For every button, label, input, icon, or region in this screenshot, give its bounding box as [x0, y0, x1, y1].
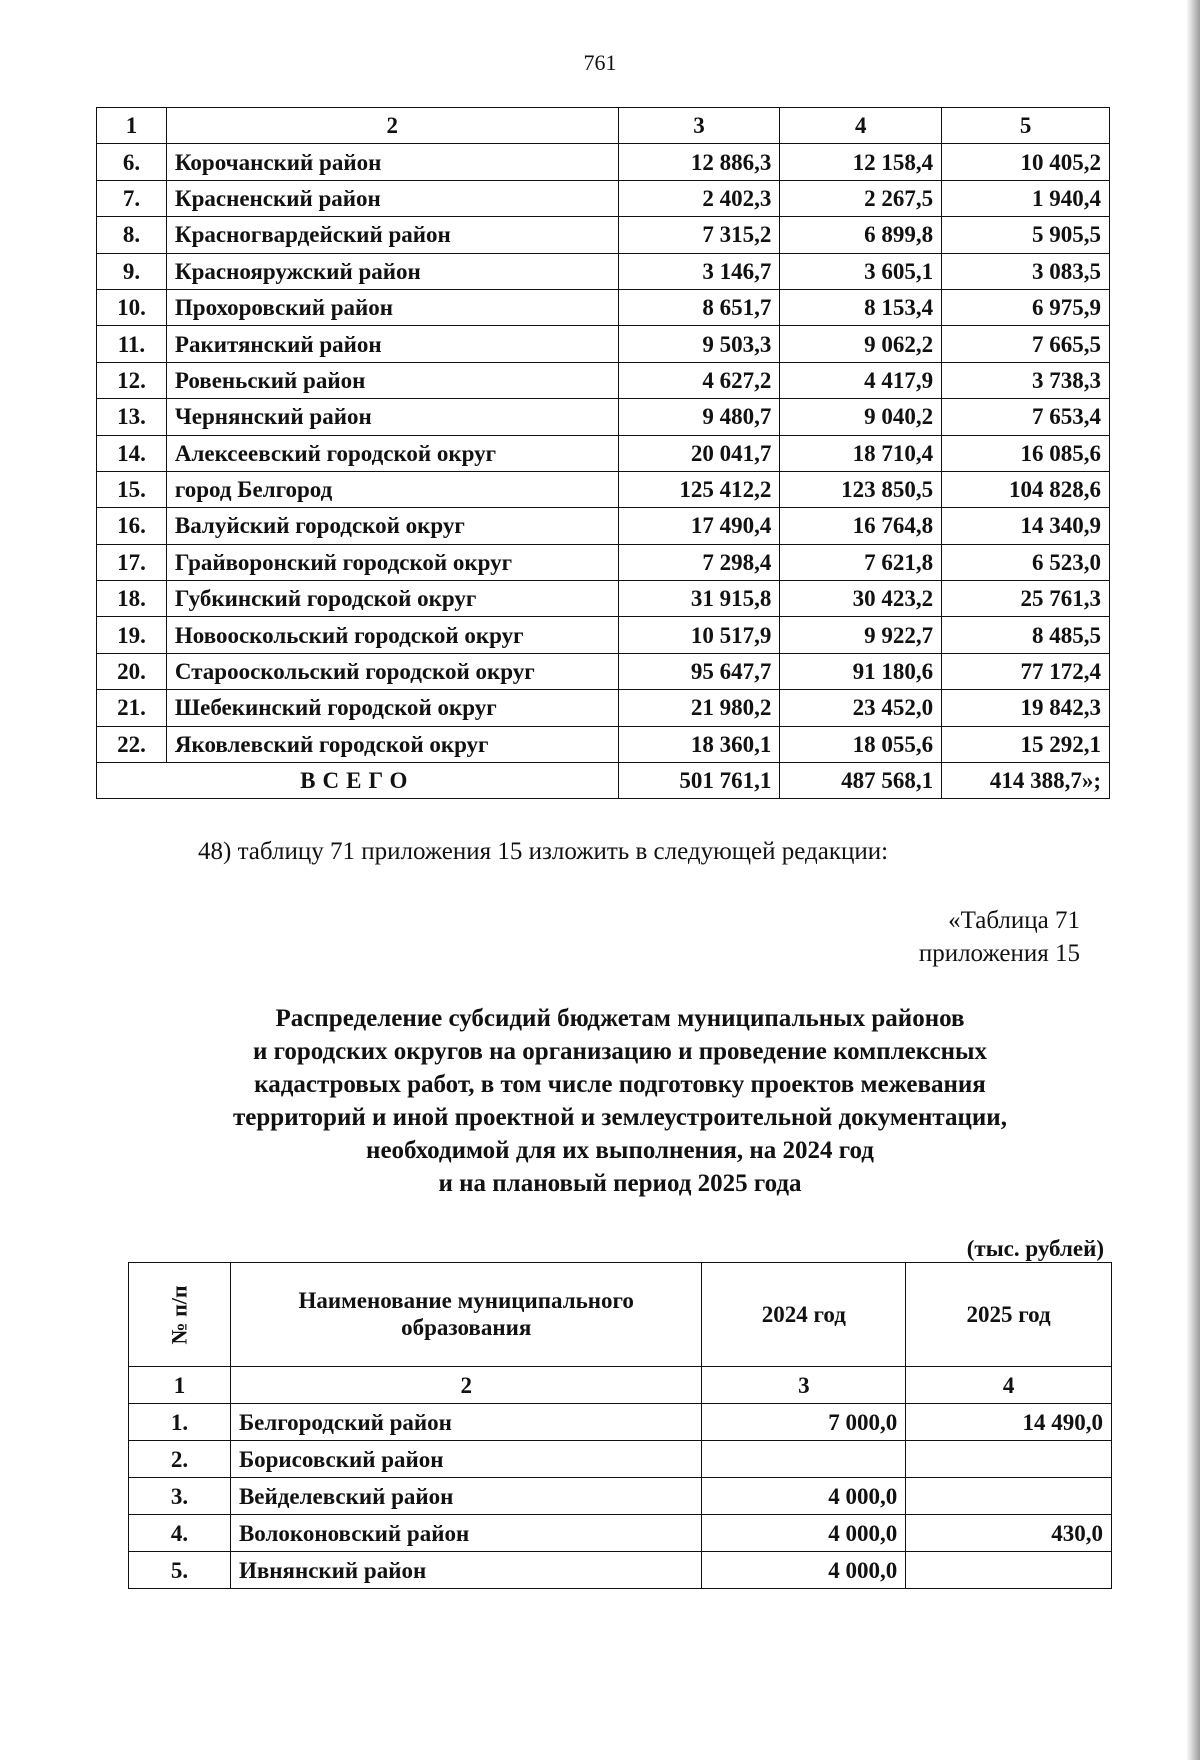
title-line: кадастровых работ, в том числе подготовку проектов межевания — [254, 1071, 986, 1098]
value-col5: 14 340,9 — [942, 508, 1110, 544]
table1-header-row — [97, 108, 1110, 144]
value-col5: 5 905,5 — [942, 217, 1110, 253]
row-number: 14. — [97, 435, 167, 471]
subsidy-table-71 — [128, 1262, 1112, 1589]
header-num-cell — [129, 1263, 231, 1367]
table-row — [97, 399, 1110, 435]
value-col4: 123 850,5 — [780, 471, 942, 507]
value-col5: 8 485,5 — [942, 617, 1110, 653]
table-row — [129, 1441, 1112, 1478]
municipality-name: Ивнянский район — [230, 1552, 702, 1589]
header-2025: 2025 год — [906, 1263, 1112, 1367]
table-row — [97, 180, 1110, 216]
municipality-name: Ровеньский район — [166, 362, 618, 398]
row-number: 19. — [97, 617, 167, 653]
value-col3: 125 412,2 — [618, 471, 780, 507]
value-col3: 31 915,8 — [618, 581, 780, 617]
value-col4: 2 267,5 — [780, 180, 942, 216]
row-number: 22. — [97, 726, 167, 762]
header-num: № п/п — [166, 1285, 192, 1345]
municipality-name: Корочанский район — [166, 144, 618, 180]
value-col4: 9 062,2 — [780, 326, 942, 362]
column-number: 4 — [906, 1367, 1112, 1404]
municipality-name: Белгородский район — [230, 1404, 702, 1441]
municipality-name: Борисовский район — [230, 1441, 702, 1478]
row-number: 11. — [97, 326, 167, 362]
municipality-name: Старооскольский городской округ — [166, 653, 618, 689]
value-2024: 4 000,0 — [702, 1478, 906, 1515]
unit-label: (тыс. рублей) — [966, 1236, 1104, 1261]
table-row — [97, 726, 1110, 762]
row-number: 5. — [129, 1552, 231, 1589]
value-col5: 7 653,4 — [942, 399, 1110, 435]
table-row — [129, 1478, 1112, 1515]
value-col5: 3 083,5 — [942, 253, 1110, 289]
table-reference — [830, 904, 1080, 970]
value-2024: 4 000,0 — [702, 1515, 906, 1552]
title-line: территорий и иной проектной и землеустроительной документации, — [233, 1104, 1007, 1131]
total-col3: 501 761,1 — [618, 763, 780, 799]
value-col3: 20 041,7 — [618, 435, 780, 471]
total-row — [97, 763, 1110, 799]
column-number: 2 — [166, 108, 618, 144]
value-col3: 18 360,1 — [618, 726, 780, 762]
value-2024: 4 000,0 — [702, 1552, 906, 1589]
table-row — [129, 1552, 1112, 1589]
column-number: 1 — [129, 1367, 231, 1404]
value-col4: 16 764,8 — [780, 508, 942, 544]
row-number: 16. — [97, 508, 167, 544]
row-number: 21. — [97, 690, 167, 726]
value-col3: 7 315,2 — [618, 217, 780, 253]
value-col5: 15 292,1 — [942, 726, 1110, 762]
value-col5: 6 975,9 — [942, 289, 1110, 325]
row-number: 7. — [97, 180, 167, 216]
value-col4: 18 055,6 — [780, 726, 942, 762]
municipality-name: Краснояружский район — [166, 253, 618, 289]
value-col5: 19 842,3 — [942, 690, 1110, 726]
row-number: 15. — [97, 471, 167, 507]
value-2025: 430,0 — [906, 1515, 1112, 1552]
table-reference-line-2: приложения 15 — [918, 940, 1080, 967]
municipality-name: Красногвардейский район — [166, 217, 618, 253]
value-col5: 1 940,4 — [942, 180, 1110, 216]
table-title — [140, 1002, 1100, 1200]
row-number: 2. — [129, 1441, 231, 1478]
table-row — [129, 1404, 1112, 1441]
value-col3: 17 490,4 — [618, 508, 780, 544]
header-2024: 2024 год — [702, 1263, 906, 1367]
total-col4: 487 568,1 — [780, 763, 942, 799]
column-number: 3 — [702, 1367, 906, 1404]
value-col4: 4 417,9 — [780, 362, 942, 398]
municipality-name: Ракитянский район — [166, 326, 618, 362]
row-number: 9. — [97, 253, 167, 289]
row-number: 4. — [129, 1515, 231, 1552]
row-number: 3. — [129, 1478, 231, 1515]
title-line: необходимой для их выполнения, на 2024 год — [366, 1137, 874, 1164]
value-col4: 7 621,8 — [780, 544, 942, 580]
table-reference-line-1: «Таблица 71 — [948, 907, 1080, 934]
table-row — [97, 471, 1110, 507]
value-col4: 23 452,0 — [780, 690, 942, 726]
value-2025 — [906, 1441, 1112, 1478]
municipality-name: Красненский район — [166, 180, 618, 216]
row-number: 6. — [97, 144, 167, 180]
value-2024 — [702, 1441, 906, 1478]
table-row — [97, 653, 1110, 689]
header-name: Наименование муниципального образования — [230, 1263, 702, 1367]
value-col4: 9 040,2 — [780, 399, 942, 435]
value-2024: 7 000,0 — [702, 1404, 906, 1441]
municipality-name: город Белгород — [166, 471, 618, 507]
table-row — [97, 544, 1110, 580]
municipality-name: Вейделевский район — [230, 1478, 702, 1515]
value-col5: 77 172,4 — [942, 653, 1110, 689]
table-row — [97, 508, 1110, 544]
municipality-name: Прохоровский район — [166, 289, 618, 325]
value-col5: 7 665,5 — [942, 326, 1110, 362]
row-number: 18. — [97, 581, 167, 617]
municipality-name: Губкинский городской округ — [166, 581, 618, 617]
title-line: и на плановый период 2025 года — [438, 1170, 802, 1197]
municipality-name: Яковлевский городской округ — [166, 726, 618, 762]
row-number: 17. — [97, 544, 167, 580]
value-col4: 30 423,2 — [780, 581, 942, 617]
row-number: 12. — [97, 362, 167, 398]
value-col3: 9 480,7 — [618, 399, 780, 435]
value-col3: 10 517,9 — [618, 617, 780, 653]
value-col5: 104 828,6 — [942, 471, 1110, 507]
value-col5: 3 738,3 — [942, 362, 1110, 398]
value-2025: 14 490,0 — [906, 1404, 1112, 1441]
municipality-name: Шебекинский городской округ — [166, 690, 618, 726]
row-number: 1. — [129, 1404, 231, 1441]
page-number: 761 — [583, 50, 617, 75]
table-row — [97, 617, 1110, 653]
value-col5: 25 761,3 — [942, 581, 1110, 617]
table-row — [97, 253, 1110, 289]
value-col4: 6 899,8 — [780, 217, 942, 253]
value-col3: 8 651,7 — [618, 289, 780, 325]
value-col4: 91 180,6 — [780, 653, 942, 689]
table-row — [97, 362, 1110, 398]
value-col4: 3 605,1 — [780, 253, 942, 289]
value-col5: 6 523,0 — [942, 544, 1110, 580]
municipality-name: Новооскольский городской округ — [166, 617, 618, 653]
column-number: 3 — [618, 108, 780, 144]
total-col5: 414 388,7»; — [942, 763, 1110, 799]
amendment-paragraph: 48) таблицу 71 приложения 15 изложить в следующей редакции: — [198, 838, 889, 865]
value-col4: 18 710,4 — [780, 435, 942, 471]
municipality-name: Валуйский городской округ — [166, 508, 618, 544]
value-2025 — [906, 1478, 1112, 1515]
title-line: и городских округов на организацию и проведение комплексных — [252, 1038, 988, 1065]
column-number: 4 — [780, 108, 942, 144]
row-number: 13. — [97, 399, 167, 435]
table2-header-row — [129, 1263, 1112, 1367]
value-col4: 12 158,4 — [780, 144, 942, 180]
value-col4: 9 922,7 — [780, 617, 942, 653]
value-col3: 7 298,4 — [618, 544, 780, 580]
value-col4: 8 153,4 — [780, 289, 942, 325]
row-number: 20. — [97, 653, 167, 689]
value-col3: 21 980,2 — [618, 690, 780, 726]
table-row — [97, 581, 1110, 617]
value-col3: 4 627,2 — [618, 362, 780, 398]
table-row — [97, 144, 1110, 180]
value-2025 — [906, 1552, 1112, 1589]
total-label: ВСЕГО — [97, 763, 619, 799]
column-number: 1 — [97, 108, 167, 144]
title-line: Распределение субсидий бюджетам муниципальных районов — [275, 1005, 965, 1032]
municipality-name: Грайворонский городской округ — [166, 544, 618, 580]
row-number: 10. — [97, 289, 167, 325]
value-col3: 9 503,3 — [618, 326, 780, 362]
column-number: 5 — [942, 108, 1110, 144]
table-row — [97, 217, 1110, 253]
municipality-name: Алексеевский городской округ — [166, 435, 618, 471]
scan-page-edge-shadow — [1186, 0, 1200, 1760]
subsidy-table-continued — [96, 107, 1110, 799]
table-row — [97, 690, 1110, 726]
value-col5: 10 405,2 — [942, 144, 1110, 180]
table2-column-numbers-row — [129, 1367, 1112, 1404]
table-row — [129, 1515, 1112, 1552]
value-col3: 12 886,3 — [618, 144, 780, 180]
municipality-name: Волоконовский район — [230, 1515, 702, 1552]
value-col5: 16 085,6 — [942, 435, 1110, 471]
value-col3: 3 146,7 — [618, 253, 780, 289]
row-number: 8. — [97, 217, 167, 253]
value-col3: 2 402,3 — [618, 180, 780, 216]
municipality-name: Чернянский район — [166, 399, 618, 435]
column-number: 2 — [230, 1367, 702, 1404]
table-row — [97, 326, 1110, 362]
table-row — [97, 435, 1110, 471]
value-col3: 95 647,7 — [618, 653, 780, 689]
table-row — [97, 289, 1110, 325]
